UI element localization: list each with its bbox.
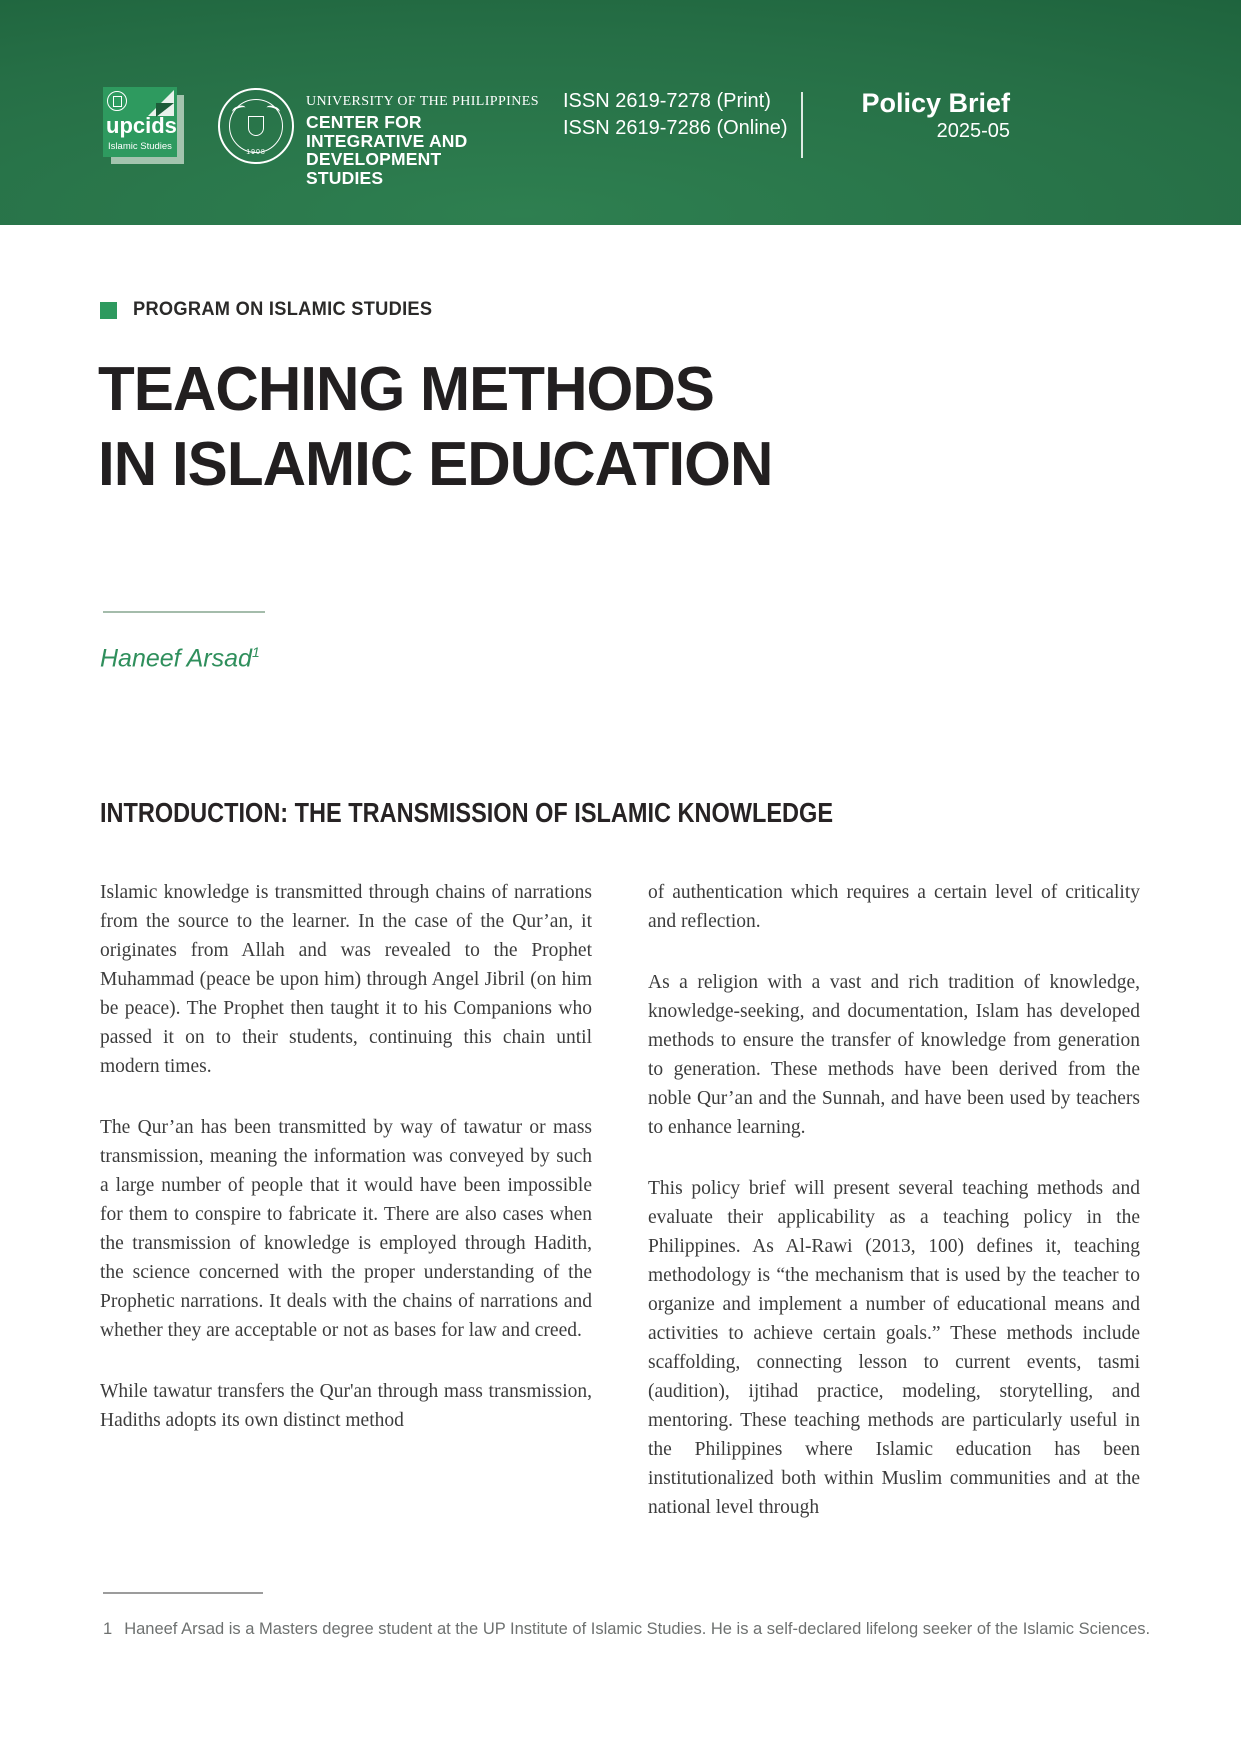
paragraph: Islamic knowledge is transmitted through chains of narrations from the source to the learner. In the case of the Qur’an, it originates from Allah and was revealed to the Prophet Muhammad (peace be upon him) through Angel Jibril (on him be peace). The Prophet then taught it to his Companions who passed it on to their students, continuing this chain until modern times. xyxy=(100,882,592,1077)
section-heading: INTRODUCTION: THE TRANSMISSION OF ISLAMIC KNOWLEDGE xyxy=(100,797,834,828)
footnote-text: Haneef Arsad is a Masters degree student at the UP Institute of Islamic Studies. He is a self-declared lifelong seeker of the Islamic Sciences. xyxy=(124,1620,1151,1638)
banner-divider xyxy=(801,92,803,158)
program-label: PROGRAM ON ISLAMIC STUDIES xyxy=(133,299,433,320)
org-center-line-3: DEVELOPMENT xyxy=(306,149,442,169)
org-center-line-2: INTEGRATIVE AND xyxy=(306,130,468,151)
brief-title: Policy Brief xyxy=(861,88,1010,118)
upcids-logo xyxy=(103,87,191,167)
brief-block xyxy=(810,88,1010,144)
paragraph: As a religion with a vast and rich tradition of knowledge, knowledge-seeking, and documentation, Islam has developed methods to ensure the transfer of knowledge from generation to generation. These methods have been derived from the noble Qur’an and the Sunnah, and have been used by teachers to enhance learning. xyxy=(648,972,1140,1138)
org-center-line-1: CENTER FOR xyxy=(306,112,422,132)
org-center-line-4: STUDIES xyxy=(306,167,384,188)
brief-number: 2025-05 xyxy=(936,120,1010,142)
org-university-line: UNIVERSITY OF THE PHILIPPINES xyxy=(306,94,539,109)
upcids-program-label: Islamic Studies xyxy=(108,141,172,152)
paragraph: of authentication which requires a certain level of criticality and reflection. xyxy=(648,882,1140,932)
footnote-divider xyxy=(103,1592,263,1594)
right-column xyxy=(648,878,1140,1554)
author-name: Haneef Arsad xyxy=(100,644,252,673)
up-mini-seal-icon xyxy=(107,91,127,111)
up-seal-shield xyxy=(248,116,264,136)
paragraph: While tawatur transfers the Qur'an through mass transmission, Hadiths adopts its own distinct method xyxy=(100,1381,592,1431)
author-footnote-ref: 1 xyxy=(251,644,260,660)
org-name-block xyxy=(306,94,539,187)
banner xyxy=(0,0,1241,225)
green-square-icon xyxy=(100,302,117,319)
footnote-number: 1 xyxy=(103,1620,113,1638)
left-column xyxy=(100,878,592,1554)
body-columns xyxy=(100,878,1140,1554)
footnote xyxy=(103,1618,1163,1640)
paragraph: This policy brief will present several teaching methods and evaluate their applicability as a teaching policy in the Philippines. As Al-Rawi (2013, 100) defines it, teaching methodology is “the mechanism that is used by the teacher to organize and implement a number of educational means and activities to achieve certain goals.” These methods include scaffolding, connecting lesson to current events, tasmi (audition), ijtihad practice, modeling, storytelling, and mentoring. These teaching methods are particularly useful in the Philippines where Islamic education has been institutionalized both within Muslim communities and at the national level through xyxy=(648,1178,1140,1518)
upcids-logo-tile xyxy=(103,87,177,157)
page-title-line-1: TEACHING METHODS xyxy=(98,355,714,424)
issn-block xyxy=(563,88,788,142)
up-seal-year: 1908 xyxy=(246,149,266,156)
issn-print: ISSN 2619-7278 (Print) xyxy=(563,90,771,112)
author-divider xyxy=(103,611,265,613)
paragraph: The Qur’an has been transmitted by way of tawatur or mass transmission, meaning the information was conveyed by such a large number of people that it would have been impossible for them to conspire to fabricate it. There are also cases when the transmission of knowledge is employed through Hadith, the science concerned with the proper understanding of the Prophetic narrations. It deals with the chains of narrations and whether they are acceptable or not as bases for law and creed. xyxy=(100,1117,592,1341)
author-line xyxy=(100,644,260,673)
page-title xyxy=(98,352,772,502)
issn-online: ISSN 2619-7286 (Online) xyxy=(563,117,788,139)
page-title-line-2: IN ISLAMIC EDUCATION xyxy=(98,430,773,499)
upcids-wordmark: upcids xyxy=(106,113,177,138)
up-seal-icon xyxy=(218,88,294,164)
program-eyebrow xyxy=(100,299,445,321)
